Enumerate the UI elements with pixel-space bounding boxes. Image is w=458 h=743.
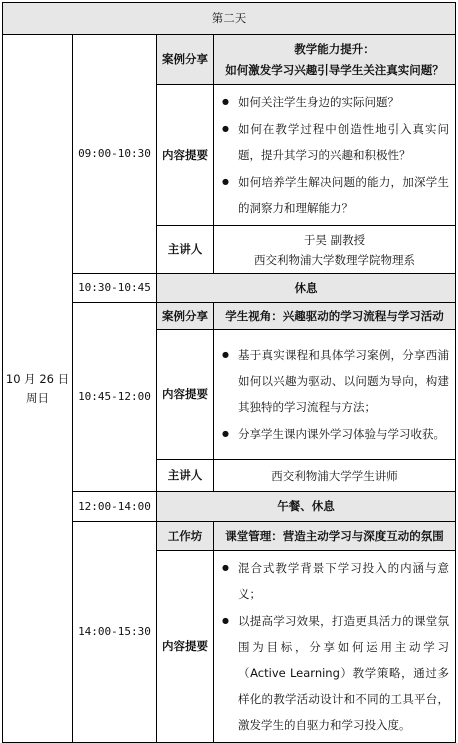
schedule-table [2, 2, 456, 743]
speaker-label: 主讲人 [157, 460, 214, 492]
outline-label: 内容提要 [157, 85, 214, 226]
break-time: 12:00-14:00 [73, 492, 157, 522]
bullet-list [214, 85, 455, 225]
date-cell [3, 35, 73, 743]
bullet-item: ● 如何在教学过程中创造性地引入真实问题，提升其学习的兴趣和积极性？ [214, 116, 449, 168]
break-label: 午餐、休息 [157, 492, 456, 522]
bullet-item: ● 基于真实课程和具体学习案例，分享西浦如何以兴趣为驱动、以问题为导向，构建其独特的学习流程与方法； [214, 342, 449, 420]
speaker-info [214, 226, 456, 274]
outline-label: 内容提要 [157, 330, 214, 460]
topic-line: 如何激发学习兴趣引导学生关注真实问题？ [225, 62, 444, 77]
outline-label: 内容提要 [157, 551, 214, 743]
session-type: 案例分享 [157, 303, 214, 330]
session-time: 09:00-10:30 [73, 35, 157, 274]
topic-line: 教学能力提升： [294, 42, 375, 57]
bullet-item: ● 如何培养学生解决问题的能力，加深学生的洞察力和理解能力？ [214, 169, 449, 221]
speaker-name: 于昊 副教授 [303, 232, 366, 247]
session-time: 14:00-15:30 [73, 522, 157, 743]
weekday-label: 周日 [26, 390, 49, 405]
session-topic [214, 35, 456, 85]
bullet-item: ● 以提高学习效果，打造更具活力的课堂氛围为目标，分享如何运用主动学习（Active Learning）教学策略，通过多样化的教学活动设计和不同的工具平台，激发学生的自驱力和学习投入度。 [214, 608, 449, 738]
speaker-affiliation: 西交利物浦大学学生讲师 [271, 468, 398, 483]
bullet-list [214, 338, 455, 451]
session-topic: 学生视角：兴趣驱动的学习流程与学习活动 [214, 303, 456, 330]
day-title: 第二天 [3, 3, 456, 35]
session-topic: 课堂管理：营造主动学习与深度互动的氛围 [214, 522, 456, 551]
speaker-info [214, 460, 456, 492]
outline-content [214, 551, 456, 743]
speaker-label: 主讲人 [157, 226, 214, 274]
break-time: 10:30-10:45 [73, 274, 157, 303]
outline-content [214, 85, 456, 226]
bullet-item: ● 混合式教学背景下学习投入的内涵与意义； [214, 555, 449, 607]
session-type: 工作坊 [157, 522, 214, 551]
bullet-list [214, 551, 455, 742]
speaker-affiliation: 西交利物浦大学数理学院物理系 [254, 252, 415, 267]
session-time: 10:45-12:00 [73, 303, 157, 492]
bullet-item: ● 如何关注学生身边的实际问题？ [214, 89, 449, 115]
session-type: 案例分享 [157, 35, 214, 85]
bullet-item: ● 分享学生课内课外学习体验与学习收获。 [214, 421, 449, 447]
date-label: 10 月 26 日 [5, 372, 70, 387]
break-label: 休息 [157, 274, 456, 303]
outline-content [214, 330, 456, 460]
